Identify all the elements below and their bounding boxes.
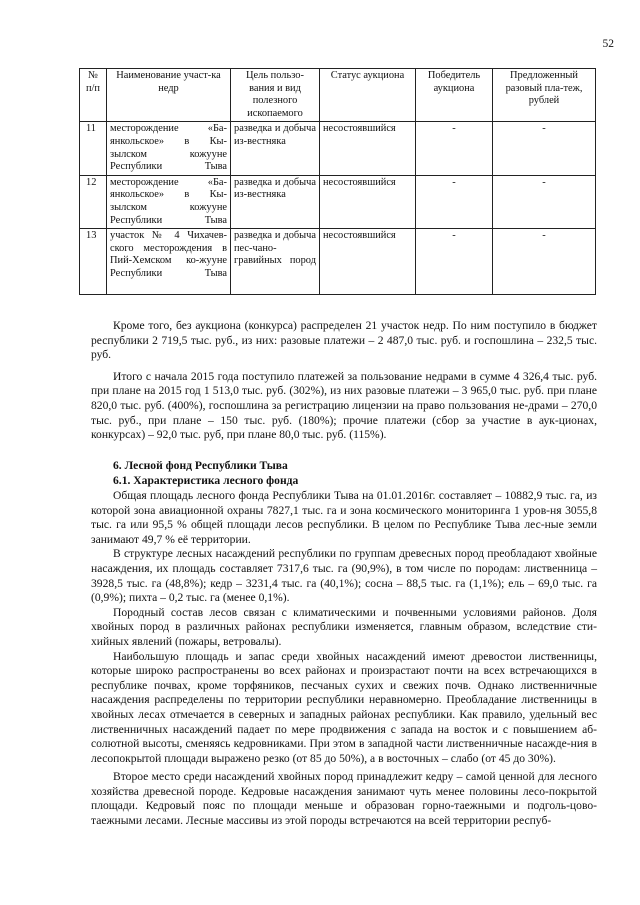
row-deposit: участок № 4 Чихачев-ского месторождения в Пий-Хемском ко-жууне Республики Тыва: [107, 229, 231, 295]
paragraph: В структуре лесных насаждений республики по группам древесных пород преобладают хвойные насаждения, их площадь составляет 7317,6 тыс. га (90,9%), в том числе по породам: лиственница – 3928,5 тыс. га (48,8%); кедр – 3231,4 тыс. га (40,1%); сосна – 88,5 тыс. га (1,1%); ель – 69,0 тыс. га (0,9%); пихта – 0,2 тыс. га (менее 0,1%).: [91, 547, 597, 605]
header-deposit-name: Наименование участ-ка недр: [107, 69, 231, 122]
header-auction-status: Статус аукциона: [320, 69, 416, 122]
row-purpose: разведка и добыча из-вестняка: [231, 122, 320, 175]
row-number: 12: [80, 175, 107, 228]
row-status: несостоявшийся: [320, 175, 416, 228]
row-winner: -: [416, 122, 493, 175]
paragraph: Второе место среди насаждений хвойных пород принадлежит кедру – самой ценной для лесного хозяйства древесной породе. Кедровые насаждения занимают чуть менее половины лесо-покрытой площади. Кедровый пояс по площади меньше и образован горно-таежными и подголь-цово-таежными лесами. Лесные массивы из этой породы встречаются на всей территории респуб-: [91, 770, 597, 828]
paragraph: Породный состав лесов связан с климатическими и почвенными условиями районов. Доля хвойных пород в различных районах республики изменяется, главным образом, вследствие сти-хийных явлений (пожары, ветровалы).: [91, 605, 597, 648]
row-payment: -: [493, 175, 596, 228]
row-winner: -: [416, 175, 493, 228]
subsection-title: 6.1. Характеристика лесного фонда: [113, 474, 299, 487]
subsoil-payments-text: [91, 319, 597, 443]
row-number: 13: [80, 229, 107, 295]
row-status: несостоявшийся: [320, 122, 416, 175]
table-row: [80, 122, 596, 175]
paragraph: Наибольшую площадь и запас среди хвойных насаждений имеют древостои лиственницы, которые широко распространены во всех районах и произрастают почти на всех встречающихся в республике почвах, кроме торфяников, песчаных сухих и свежих почв. Однако лиственничные насаждения распределены по территории республики неравномерно. Преобладание лиственницы в хвойных лесах отмечается в северных и западных районах республики. Как правило, удельный вес лиственничных насаждений падает по мере продвижения с запада на восток и с повышением аб-солютной высоты, сменяясь кедровниками. При этом в западной части лиственничные насажде-ния в лесопокрытой площади выражено резко (от 85 до 50%), а в восточных – слабо (от 45 до 30%).: [91, 649, 597, 765]
paragraph: Итого с начала 2015 года поступило платежей за пользование недрами в сумме 4 326,4 тыс. руб. при плане на 2015 год 1 513,0 тыс. руб. (302%), из них разовые платежи – 3 965,0 тыс. руб. при плане 820,0 тыс. руб. (400%), госпошлина за регистрацию лицензии на право пользования не-драми – 270,0 тыс. руб., при плане – 150 тыс. руб. (180%); прочие платежи (сбор за участие в аук-ционах, конкурсах) – 92,0 тыс. руб, при плане 80,0 тыс. руб. (115%).: [91, 369, 597, 442]
row-status: несостоявшийся: [320, 229, 416, 295]
page-number: 52: [602, 38, 614, 50]
table-row: [80, 175, 596, 228]
paragraph: Кроме того, без аукциона (конкурса) распределен 21 участок недр. По ним поступило в бюджет республики 2 719,5 тыс. руб., из них: разовые платежи – 2 487,0 тыс. руб. и госпошлина – 232,5 тыс. руб.: [91, 319, 597, 362]
header-winner: Победитель аукциона: [416, 69, 493, 122]
row-number: 11: [80, 122, 107, 175]
section-title: 6. Лесной фонд Республики Тыва: [113, 459, 288, 472]
header-purpose: Цель пользо-вания и вид полезного ископаемого: [231, 69, 320, 122]
row-payment: -: [493, 229, 596, 295]
row-payment: -: [493, 122, 596, 175]
row-purpose: разведка и добыча пес-чано-гравийных пород: [231, 229, 320, 295]
row-deposit: месторождение «Ба-янкольское» в Кы-зылском кожууне Республики Тыва: [107, 175, 231, 228]
paragraph: Общая площадь лесного фонда Республики Тыва на 01.01.2016г. составляет – 10882,9 тыс. га, из которой зона авиационной охраны 7827,1 тыс. га и зона космического мониторинга 1 уров-ня 3055,8 тыс. га или 95,5 % общей площади лесов республики. В целом по Республике Тыва лес-ные земли занимают 49,7 % её территории.: [91, 489, 597, 546]
table-header-row: [80, 69, 596, 122]
forest-fund-text: [91, 489, 597, 829]
header-number: № п/п: [80, 69, 107, 122]
table-row: [80, 229, 596, 295]
auction-results-table: [79, 68, 596, 295]
row-deposit: месторождение «Ба-янкольское» в Кы-зылском кожууне Республики Тыва: [107, 122, 231, 175]
header-payment: Предложенный разовый пла-теж, рублей: [493, 69, 596, 122]
row-purpose: разведка и добыча из-вестняка: [231, 175, 320, 228]
row-winner: -: [416, 229, 493, 295]
